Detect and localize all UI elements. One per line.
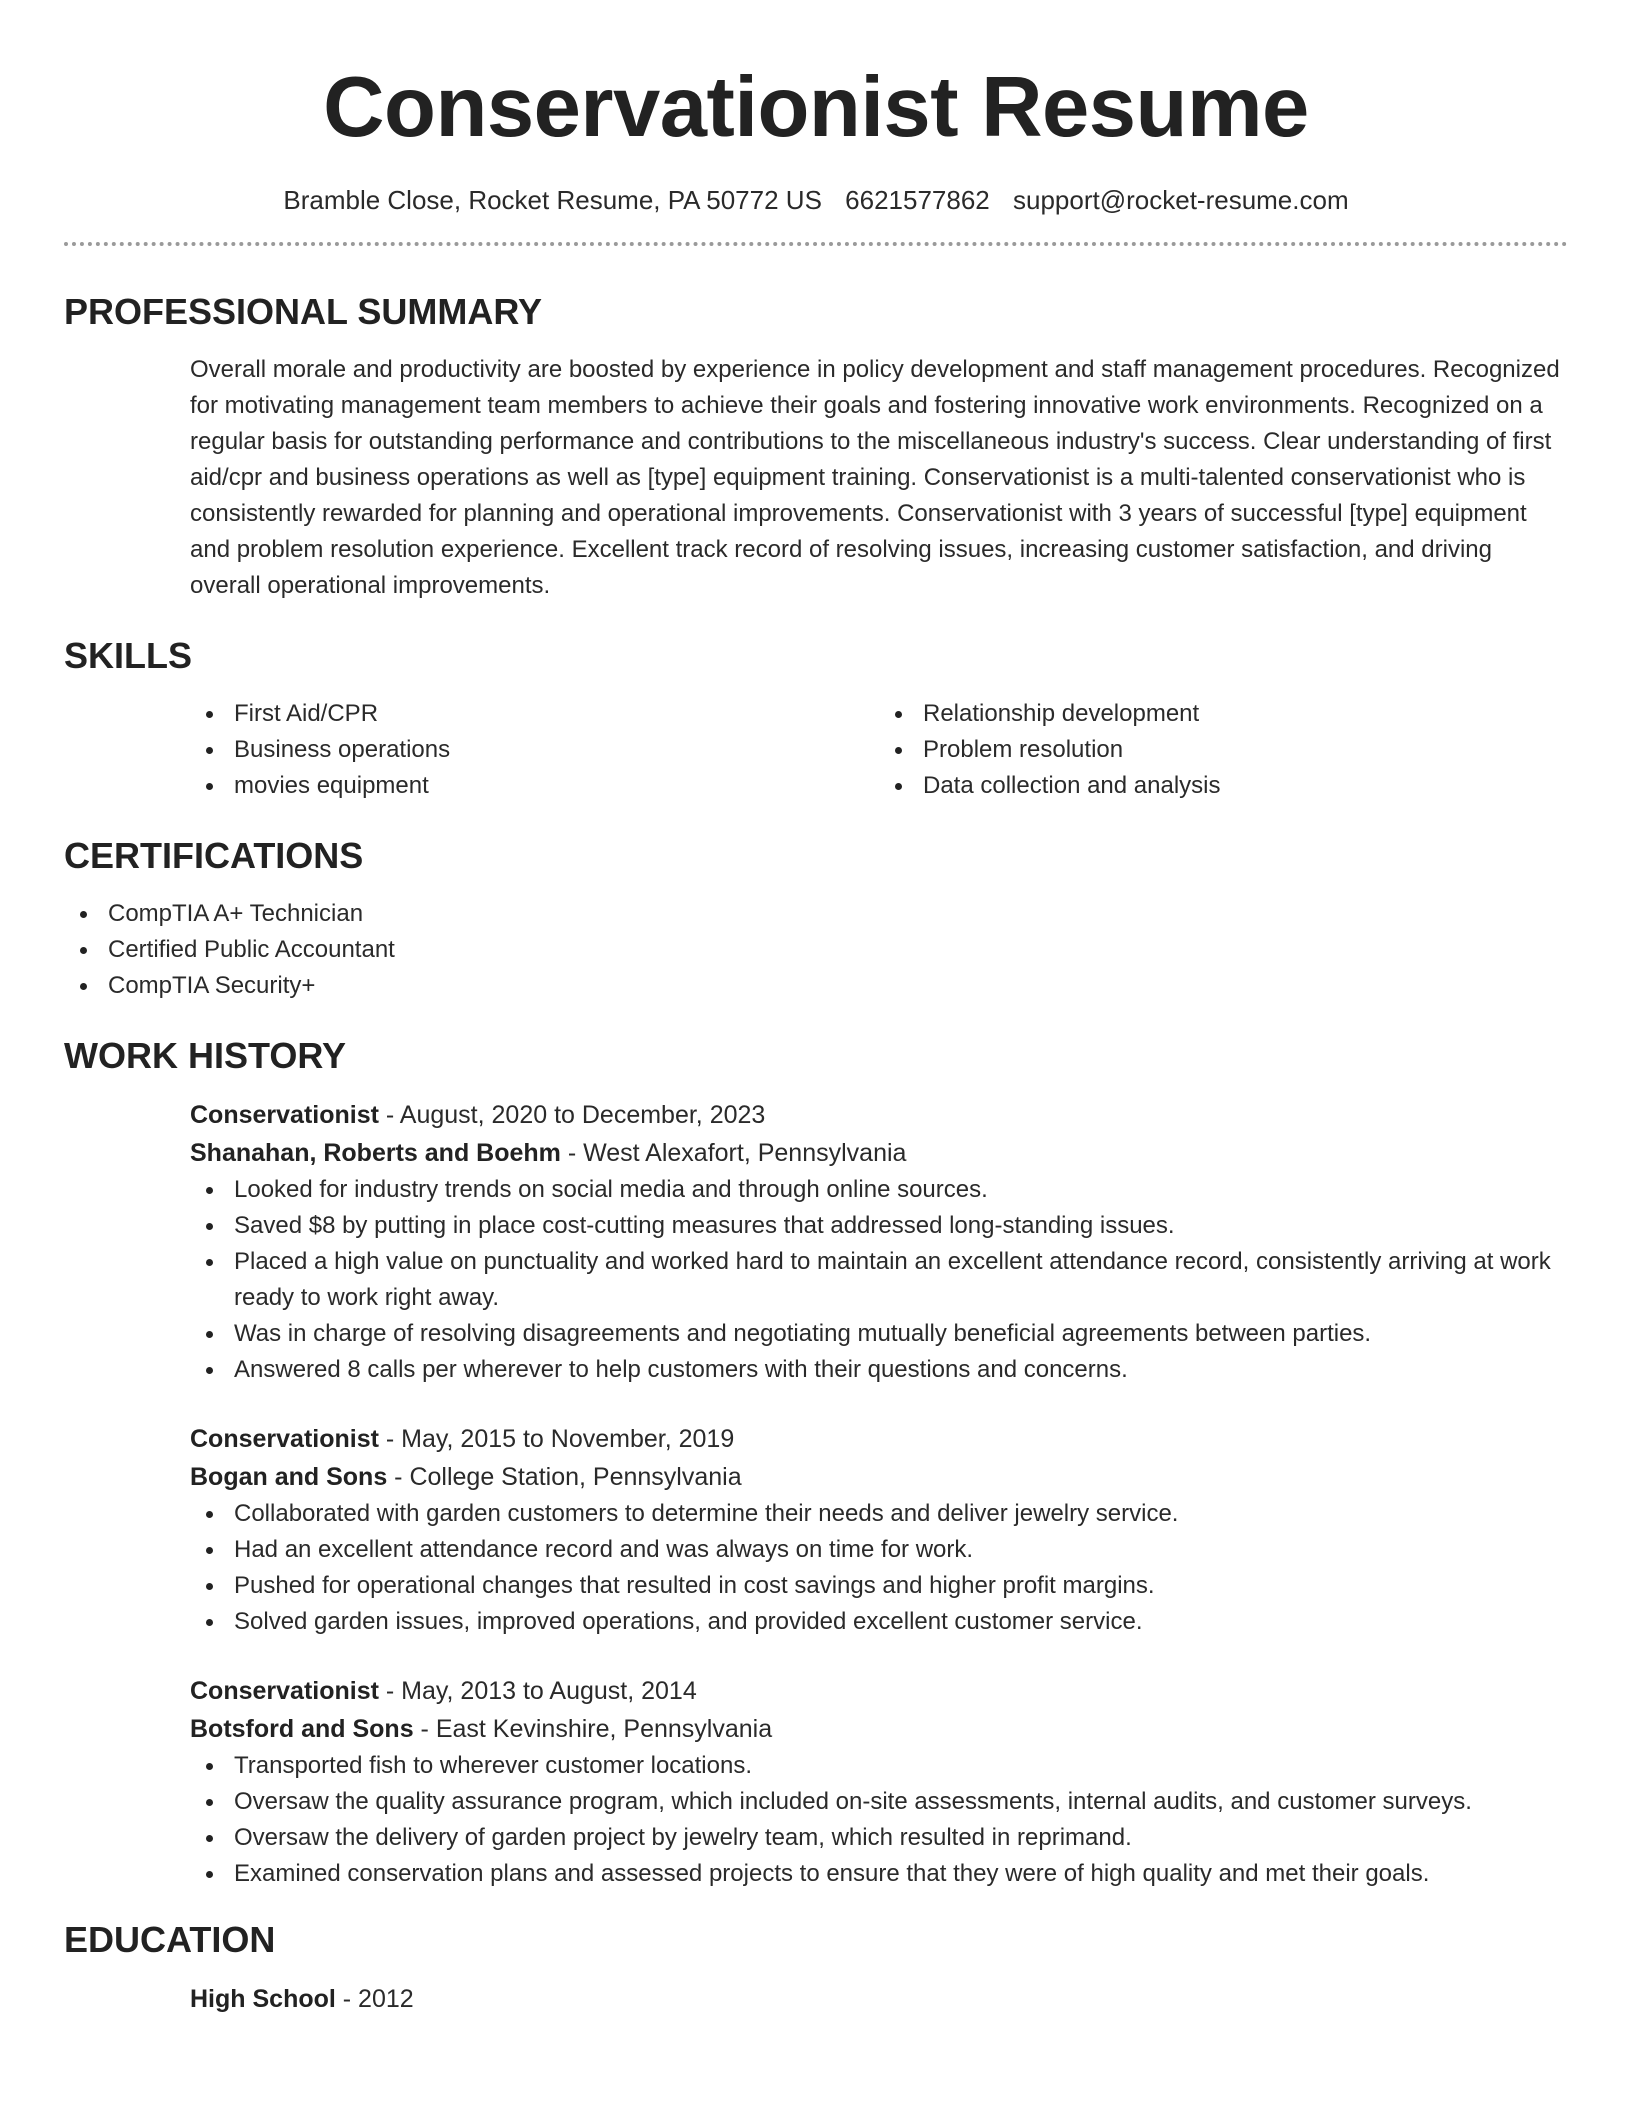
job-duty: Saved $8 by putting in place cost-cutting measures that addressed long-standing issues.	[234, 1208, 1568, 1244]
job-company-line	[190, 1710, 1568, 1748]
education-year: 2012	[358, 1985, 414, 2013]
separator: -	[387, 1463, 410, 1491]
job-location: East Kevinshire, Pennsylvania	[435, 1715, 773, 1743]
skill-item: Relationship development	[923, 696, 1568, 732]
job-location: West Alexafort, Pennsylvania	[583, 1139, 907, 1167]
job-title: Conservationist	[190, 1425, 379, 1453]
resume-page	[64, 0, 1568, 2018]
contact-phone: 6621577862	[845, 185, 990, 215]
skills-heading: SKILLS	[64, 635, 193, 676]
job-duty: Answered 8 calls per wherever to help customers with their questions and concerns.	[234, 1352, 1568, 1388]
job-duty: Had an excellent attendance record and was always on time for work.	[234, 1532, 1568, 1568]
contact-address: Bramble Close, Rocket Resume, PA 50772 US	[283, 185, 822, 215]
job-company: Botsford and Sons	[190, 1715, 414, 1743]
job-duty: Transported fish to wherever customer locations.	[234, 1748, 1568, 1784]
job-title: Conservationist	[190, 1677, 379, 1705]
certification-item: Certified Public Accountant	[108, 932, 1568, 968]
summary-heading: PROFESSIONAL SUMMARY	[64, 291, 543, 332]
separator: -	[378, 1101, 400, 1129]
certifications-heading: CERTIFICATIONS	[64, 835, 364, 876]
skill-item: Data collection and analysis	[923, 768, 1568, 804]
job-company-line	[190, 1458, 1568, 1496]
job-duty: Examined conservation plans and assessed projects to ensure that they were of high quality and met their goals.	[234, 1856, 1568, 1892]
job-company: Bogan and Sons	[190, 1463, 388, 1491]
resume-title: Conservationist Resume	[323, 60, 1309, 155]
job-entry	[190, 1096, 1568, 1388]
certifications-list	[64, 896, 1568, 1004]
skill-item: Business operations	[234, 732, 879, 768]
job-entry	[190, 1420, 1568, 1640]
job-title-line	[190, 1420, 1568, 1458]
job-company: Shanahan, Roberts and Boehm	[190, 1139, 561, 1167]
job-duty: Pushed for operational changes that resulted in cost savings and higher profit margins.	[234, 1568, 1568, 1604]
job-title-line	[190, 1672, 1568, 1710]
job-company-line	[190, 1134, 1568, 1172]
skill-item: First Aid/CPR	[234, 696, 879, 732]
skills-list	[190, 696, 1568, 804]
job-duties-list	[190, 1172, 1568, 1388]
separator: -	[378, 1425, 402, 1453]
summary-text: Overall morale and productivity are boosted by experience in policy development and staff management procedures. Recognized for motivating management team members to achieve their goals and fostering innovative work environments. Recognized on a regular basis for outstanding performance and contributions to the miscellaneous industry's success. Clear understanding of first aid/cpr and business operations as well as [type] equipment training. Conservationist is a multi-talented conservationist who is consistently rewarded for planning and operational improvements. Conservationist with 3 years of successful [type] equipment and problem resolution experience. Excellent track record of resolving issues, increasing customer satisfaction, and driving overall operational improvements.	[190, 356, 1560, 599]
job-duties-list	[190, 1496, 1568, 1640]
job-title-line	[190, 1096, 1568, 1134]
job-duty: Oversaw the delivery of garden project by jewelry team, which resulted in reprimand.	[234, 1820, 1568, 1856]
education-heading: EDUCATION	[64, 1919, 276, 1960]
job-location: College Station, Pennsylvania	[409, 1463, 742, 1491]
job-dates: August, 2020 to December, 2023	[399, 1101, 766, 1129]
header-divider	[64, 242, 1568, 246]
separator: -	[560, 1139, 584, 1167]
job-title: Conservationist	[190, 1101, 379, 1129]
job-duty: Collaborated with garden customers to determine their needs and deliver jewelry service.	[234, 1496, 1568, 1532]
separator: -	[413, 1715, 436, 1743]
contact-email: support@rocket-resume.com	[1013, 185, 1349, 215]
job-dates: May, 2013 to August, 2014	[401, 1677, 697, 1705]
skills-column-right	[879, 696, 1568, 804]
job-duty: Looked for industry trends on social media and through online sources.	[234, 1172, 1568, 1208]
work-history-heading: WORK HISTORY	[64, 1035, 347, 1076]
contact-line	[64, 182, 1568, 218]
job-duty: Placed a high value on punctuality and worked hard to maintain an excellent attendance record, consistently arriving at work ready to work right away.	[234, 1244, 1568, 1316]
skill-item: movies equipment	[234, 768, 879, 804]
separator: -	[378, 1677, 402, 1705]
job-duties-list	[190, 1748, 1568, 1892]
education-entry	[190, 1980, 1568, 2018]
certification-item: CompTIA Security+	[108, 968, 1568, 1004]
skills-column-left	[190, 696, 879, 804]
job-duty: Oversaw the quality assurance program, which included on-site assessments, internal audits, and customer surveys.	[234, 1784, 1568, 1820]
job-duty: Solved garden issues, improved operations, and provided excellent customer service.	[234, 1604, 1568, 1640]
job-entry	[190, 1672, 1568, 1892]
certification-item: CompTIA A+ Technician	[108, 896, 1568, 932]
separator: -	[335, 1985, 359, 2013]
education-degree: High School	[190, 1985, 336, 2013]
skill-item: Problem resolution	[923, 732, 1568, 768]
job-dates: May, 2015 to November, 2019	[401, 1425, 735, 1453]
job-duty: Was in charge of resolving disagreements and negotiating mutually beneficial agreements between parties.	[234, 1316, 1568, 1352]
